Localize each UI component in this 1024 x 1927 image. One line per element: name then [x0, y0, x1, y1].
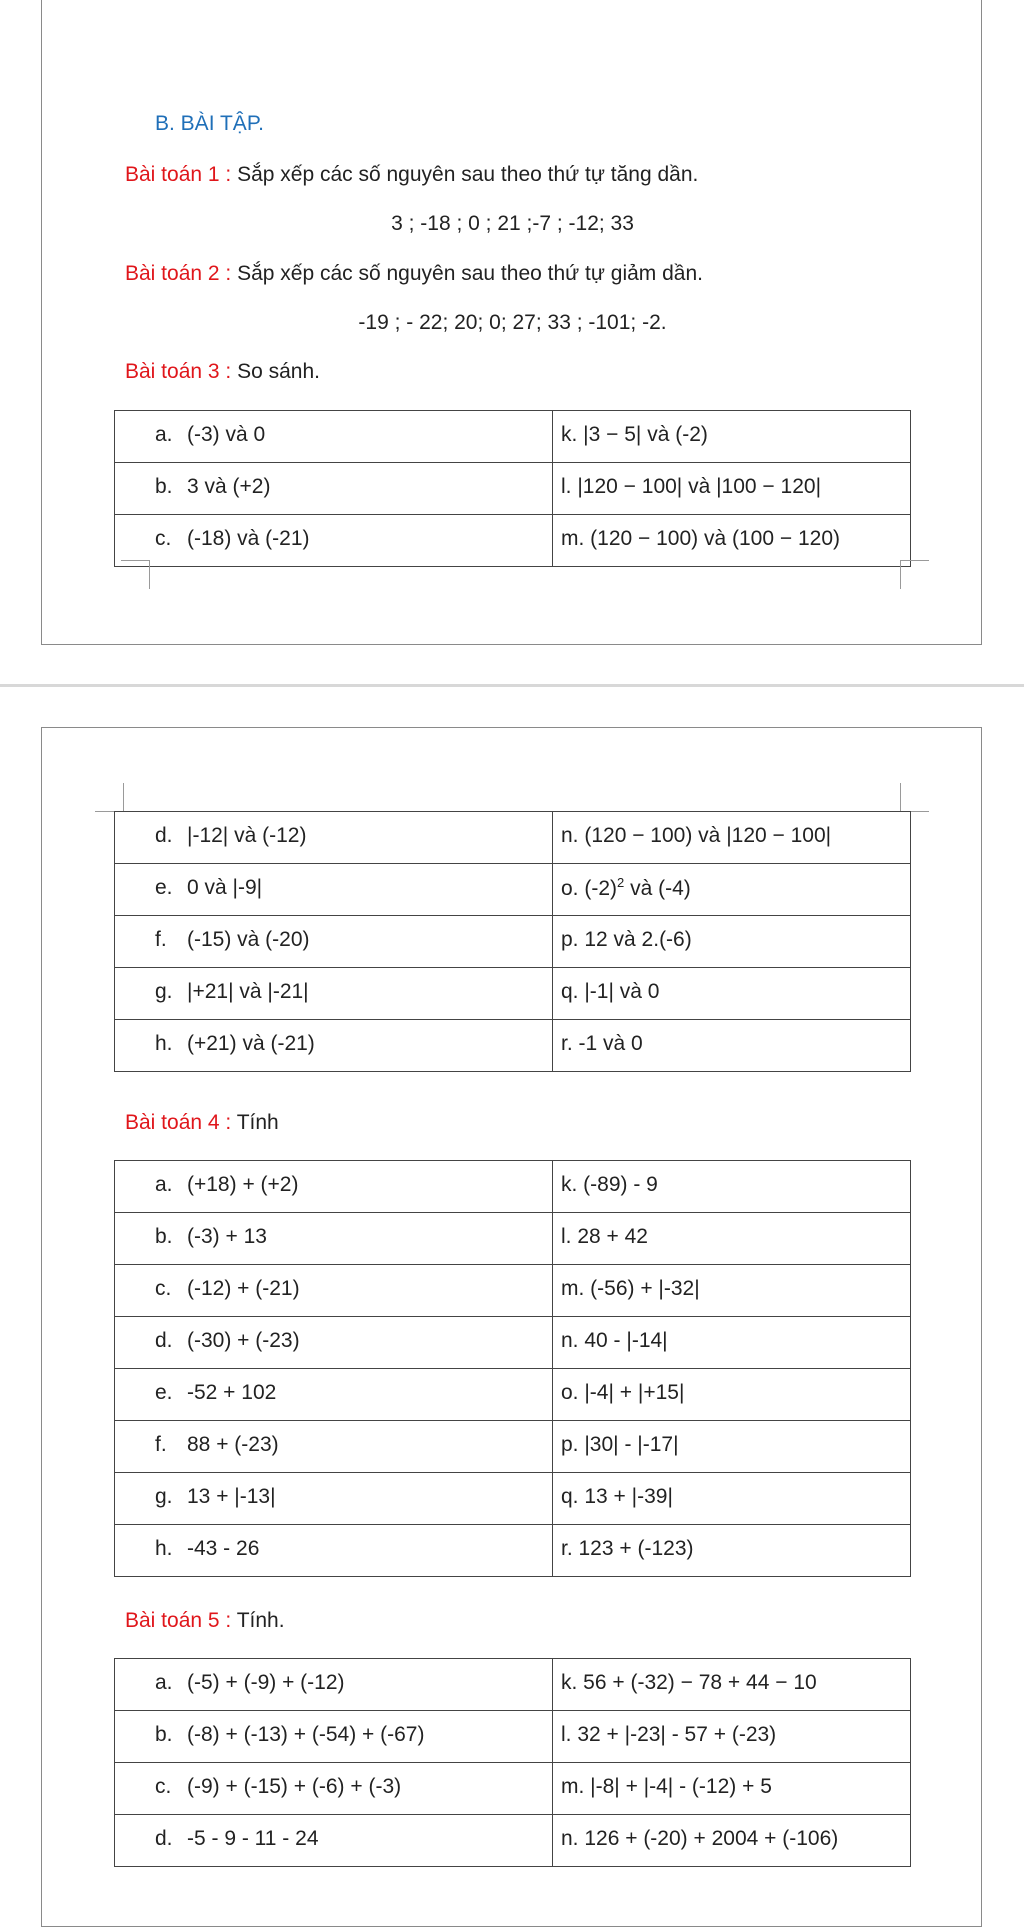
table-row	[115, 1161, 911, 1213]
item-text: |-12| và (-12)	[187, 823, 307, 847]
crop-mark	[900, 560, 929, 589]
table-cell	[115, 1161, 553, 1213]
table-cell	[553, 515, 911, 567]
item-letter: h.	[155, 1536, 173, 1560]
table-cell	[553, 916, 911, 968]
item-text: |+21| và |-21|	[187, 979, 309, 1003]
table-cell	[553, 1421, 911, 1473]
table-cell	[553, 1317, 911, 1369]
problem-2-numbers: -19 ; - 22; 20; 0; 27; 33 ; -101; -2.	[358, 311, 667, 334]
table-cell	[553, 1659, 911, 1711]
item-text: r. 123 + (-123)	[561, 1536, 694, 1560]
problem-5	[125, 1609, 285, 1633]
table-cell	[115, 1421, 553, 1473]
item-text: -43 - 26	[187, 1536, 260, 1560]
crop-mark	[95, 783, 124, 812]
problem-2	[125, 262, 703, 286]
item-text: (-3) + 13	[187, 1224, 267, 1248]
table-cell	[115, 1815, 553, 1867]
table-cell	[553, 463, 911, 515]
table-cell	[553, 1369, 911, 1421]
table-row	[115, 916, 911, 968]
item-letter: a.	[155, 1670, 173, 1694]
problem-1-text: Sắp xếp các số nguyên sau theo thứ tự tăng dần.	[231, 163, 699, 186]
table-cell	[115, 812, 553, 864]
item-text: p. 12 và 2.(-6)	[561, 927, 692, 951]
section-heading: B. BÀI TẬP.	[155, 112, 264, 135]
item-letter: f.	[155, 927, 167, 951]
table-row	[115, 1369, 911, 1421]
item-text: (-15) và (-20)	[187, 927, 310, 951]
item-letter: b.	[155, 1224, 173, 1248]
item-letter: g.	[155, 1484, 173, 1508]
table-row	[115, 1317, 911, 1369]
item-letter: d.	[155, 823, 173, 847]
item-letter: h.	[155, 1031, 173, 1055]
table-cell	[115, 916, 553, 968]
item-letter: e.	[155, 875, 173, 899]
table-cell	[115, 1659, 553, 1711]
crop-mark	[121, 560, 150, 589]
problem-3-table-part2	[114, 811, 911, 1072]
item-text: 3 và (+2)	[187, 474, 271, 498]
table-cell	[115, 1473, 553, 1525]
table-row	[115, 1265, 911, 1317]
problem-1-numbers: 3 ; -18 ; 0 ; 21 ;-7 ; -12; 33	[391, 212, 634, 235]
item-letter: g.	[155, 979, 173, 1003]
table-cell	[553, 1265, 911, 1317]
item-text: k. |3 − 5| và (-2)	[561, 422, 708, 446]
table-row	[115, 411, 911, 463]
item-text: k. (-89) - 9	[561, 1172, 658, 1196]
crop-mark	[900, 783, 929, 812]
table-row	[115, 1659, 911, 1711]
item-text: r. -1 và 0	[561, 1031, 643, 1055]
item-letter: b.	[155, 474, 173, 498]
table-row	[115, 812, 911, 864]
table-cell	[553, 1020, 911, 1072]
document-page-1	[41, 0, 982, 645]
item-text: (+18) + (+2)	[187, 1172, 299, 1196]
table-cell	[115, 1525, 553, 1577]
item-letter: d.	[155, 1328, 173, 1352]
problem-3-table-part1	[114, 410, 911, 567]
item-text: và (-4)	[624, 876, 691, 900]
table-row	[115, 1213, 911, 1265]
problem-5-label: Bài toán 5 :	[125, 1609, 232, 1632]
table-row	[115, 463, 911, 515]
table-row	[115, 1711, 911, 1763]
table-cell	[553, 1473, 911, 1525]
item-text: 0 và |-9|	[187, 875, 263, 899]
problem-1	[125, 163, 698, 187]
item-letter: c.	[155, 1774, 172, 1798]
table-cell	[115, 1213, 553, 1265]
table-cell	[553, 812, 911, 864]
item-text: (-5) + (-9) + (-12)	[187, 1670, 345, 1694]
item-letter: a.	[155, 422, 173, 446]
document-page-2	[41, 727, 982, 1927]
table-cell	[553, 411, 911, 463]
table-row	[115, 1525, 911, 1577]
table-cell	[115, 411, 553, 463]
item-letter: c.	[155, 526, 172, 550]
table-cell	[115, 1763, 553, 1815]
problem-3-label: Bài toán 3 :	[125, 360, 232, 383]
item-text: n. 40 - |-14|	[561, 1328, 668, 1352]
problem-4-table	[114, 1160, 911, 1577]
item-text: m. |-8| + |-4| - (-12) + 5	[561, 1774, 772, 1798]
table-cell	[553, 1161, 911, 1213]
problem-5-text: Tính.	[231, 1609, 285, 1632]
table-row	[115, 515, 911, 567]
table-cell	[553, 1815, 911, 1867]
item-text: m. (-56) + |-32|	[561, 1276, 700, 1300]
table-cell	[553, 968, 911, 1020]
item-letter: b.	[155, 1722, 173, 1746]
item-letter: d.	[155, 1826, 173, 1850]
item-text: o. |-4| + |+15|	[561, 1380, 685, 1404]
table-row	[115, 1815, 911, 1867]
item-text: q. 13 + |-39|	[561, 1484, 673, 1508]
item-letter: e.	[155, 1380, 173, 1404]
item-text: p. |30| - |-17|	[561, 1432, 679, 1456]
item-text: o. (-2)	[561, 876, 618, 900]
problem-3-text: So sánh.	[231, 360, 320, 383]
item-text: 88 + (-23)	[187, 1432, 279, 1456]
table-cell	[553, 864, 911, 916]
table-cell	[115, 1317, 553, 1369]
item-text: k. 56 + (-32) − 78 + 44 − 10	[561, 1670, 817, 1694]
item-text: (-12) + (-21)	[187, 1276, 300, 1300]
problem-1-label: Bài toán 1 :	[125, 163, 232, 186]
item-letter: f.	[155, 1432, 167, 1456]
item-text: (-18) và (-21)	[187, 526, 310, 550]
item-letter: a.	[155, 1172, 173, 1196]
item-text: (-30) + (-23)	[187, 1328, 300, 1352]
table-cell	[553, 1525, 911, 1577]
table-row	[115, 968, 911, 1020]
problem-5-table	[114, 1658, 911, 1867]
table-cell	[115, 463, 553, 515]
item-text: -52 + 102	[187, 1380, 277, 1404]
item-text: l. 32 + |-23| - 57 + (-23)	[561, 1722, 777, 1746]
table-row	[115, 1020, 911, 1072]
problem-2-text: Sắp xếp các số nguyên sau theo thứ tự giảm dần.	[231, 262, 703, 285]
item-text: l. |120 − 100| và |100 − 120|	[561, 474, 822, 498]
item-letter: c.	[155, 1276, 172, 1300]
table-row	[115, 864, 911, 916]
table-row	[115, 1421, 911, 1473]
item-text: (+21) và (-21)	[187, 1031, 315, 1055]
problem-4	[125, 1111, 279, 1135]
problem-2-label: Bài toán 2 :	[125, 262, 232, 285]
problem-3	[125, 360, 320, 384]
item-text: (-9) + (-15) + (-6) + (-3)	[187, 1774, 402, 1798]
problem-4-text: Tính	[231, 1111, 279, 1134]
item-text: (-8) + (-13) + (-54) + (-67)	[187, 1722, 425, 1746]
item-text: q. |-1| và 0	[561, 979, 660, 1003]
exponent: 2	[617, 874, 625, 890]
problem-4-label: Bài toán 4 :	[125, 1111, 232, 1134]
page-separator	[0, 684, 1024, 687]
item-text: l. 28 + 42	[561, 1224, 648, 1248]
table-cell	[115, 1369, 553, 1421]
item-text: n. (120 − 100) và |120 − 100|	[561, 823, 832, 847]
item-text: -5 - 9 - 11 - 24	[187, 1826, 319, 1850]
item-text: (-3) và 0	[187, 422, 266, 446]
table-cell	[115, 864, 553, 916]
table-cell	[115, 1265, 553, 1317]
table-cell	[553, 1763, 911, 1815]
table-cell	[115, 515, 553, 567]
item-text: n. 126 + (-20) + 2004 + (-106)	[561, 1826, 839, 1850]
table-cell	[553, 1213, 911, 1265]
item-text: 13 + |-13|	[187, 1484, 276, 1508]
item-text: m. (120 − 100) và (100 − 120)	[561, 526, 840, 550]
table-cell	[553, 1711, 911, 1763]
table-row	[115, 1473, 911, 1525]
table-cell	[115, 1711, 553, 1763]
table-cell	[115, 968, 553, 1020]
table-row	[115, 1763, 911, 1815]
table-cell	[115, 1020, 553, 1072]
